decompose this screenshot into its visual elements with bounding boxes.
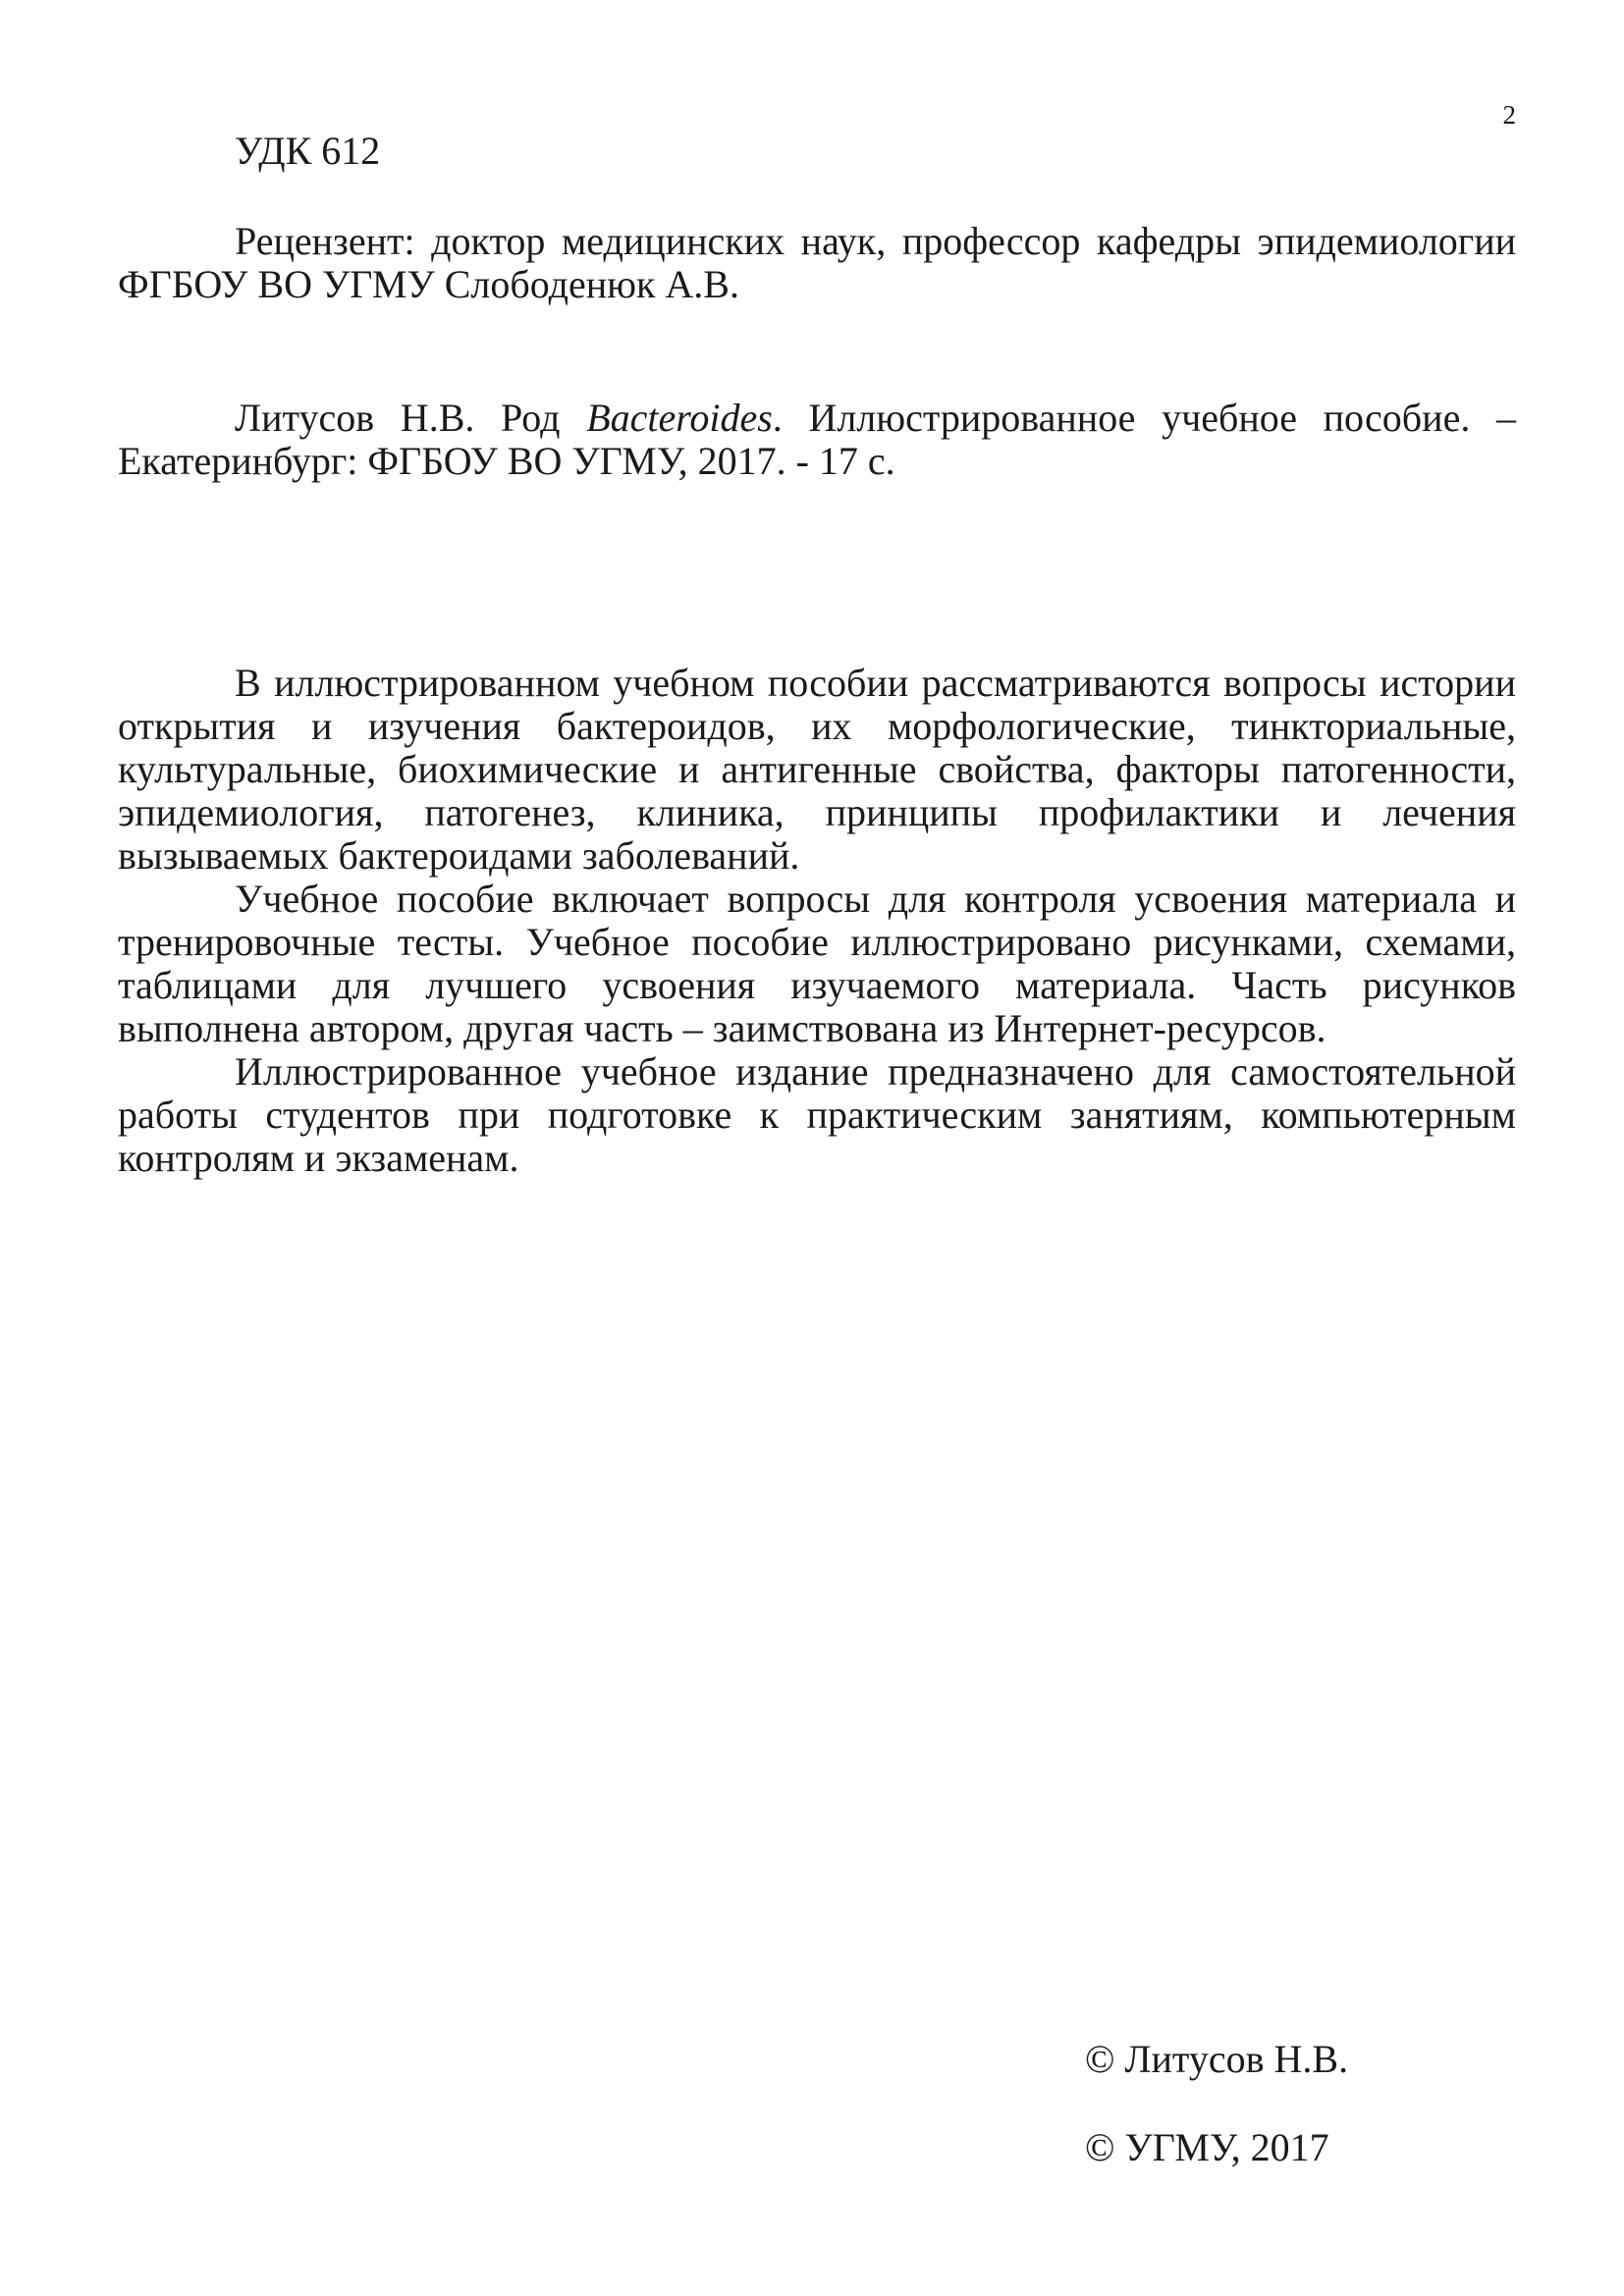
annotation-paragraph-3: Иллюстрированное учебное издание предназначено для самостоятельной работы студентов при подготовке к практическим занятиям, компьютерным контролям и экзаменам. [118,1049,1516,1180]
citation-publication: . Иллюстрированное учебное пособие. – Екатеринбург: ФГБОУ ВО УГМУ, 2017. - 17 с. [118,396,1516,483]
citation-author-title: Литусов Н.В. Род [235,396,587,440]
citation-genus: Bacteroides [586,396,773,440]
annotation-paragraph-1: В иллюстрированном учебном пособии рассматриваются вопросы истории открытия и изучения бактероидов, их морфологические, тинкториальные, культуральные, биохимические и антигенные свойства, факторы патогенности, эпидемиология, патогенез, клиника, принципы профилактики и лечения вызываемых бактероидами заболеваний. [118,661,1516,878]
citation-text [118,397,1516,483]
bibliographic-citation [118,397,1516,483]
reviewer-text: Рецензент: доктор медицинских наук, профессор кафедры эпидемиологии ФГБОУ ВО УГМУ Слободенюк А.В. [118,219,1516,306]
copyright-institution: © УГМУ, 2017 [1085,2125,1329,2169]
reviewer-paragraph [118,220,1516,306]
annotation [118,662,1516,1180]
copyright-author: © Литусов Н.В. [1085,2037,1349,2081]
udk-code: УДК 612 [235,129,381,173]
copyright-block [1085,2038,1348,2169]
annotation-paragraph-2: Учебное пособие включает вопросы для контроля усвоения материала и тренировочные тесты. Учебное пособие иллюстрировано рисунками, схемами, таблицами для лучшего усвоения изучаемого материала. Часть рисунков выполнена автором, другая часть – заимствована из Интернет-ресурсов. [118,877,1516,1050]
page-number: 2 [1502,100,1516,130]
